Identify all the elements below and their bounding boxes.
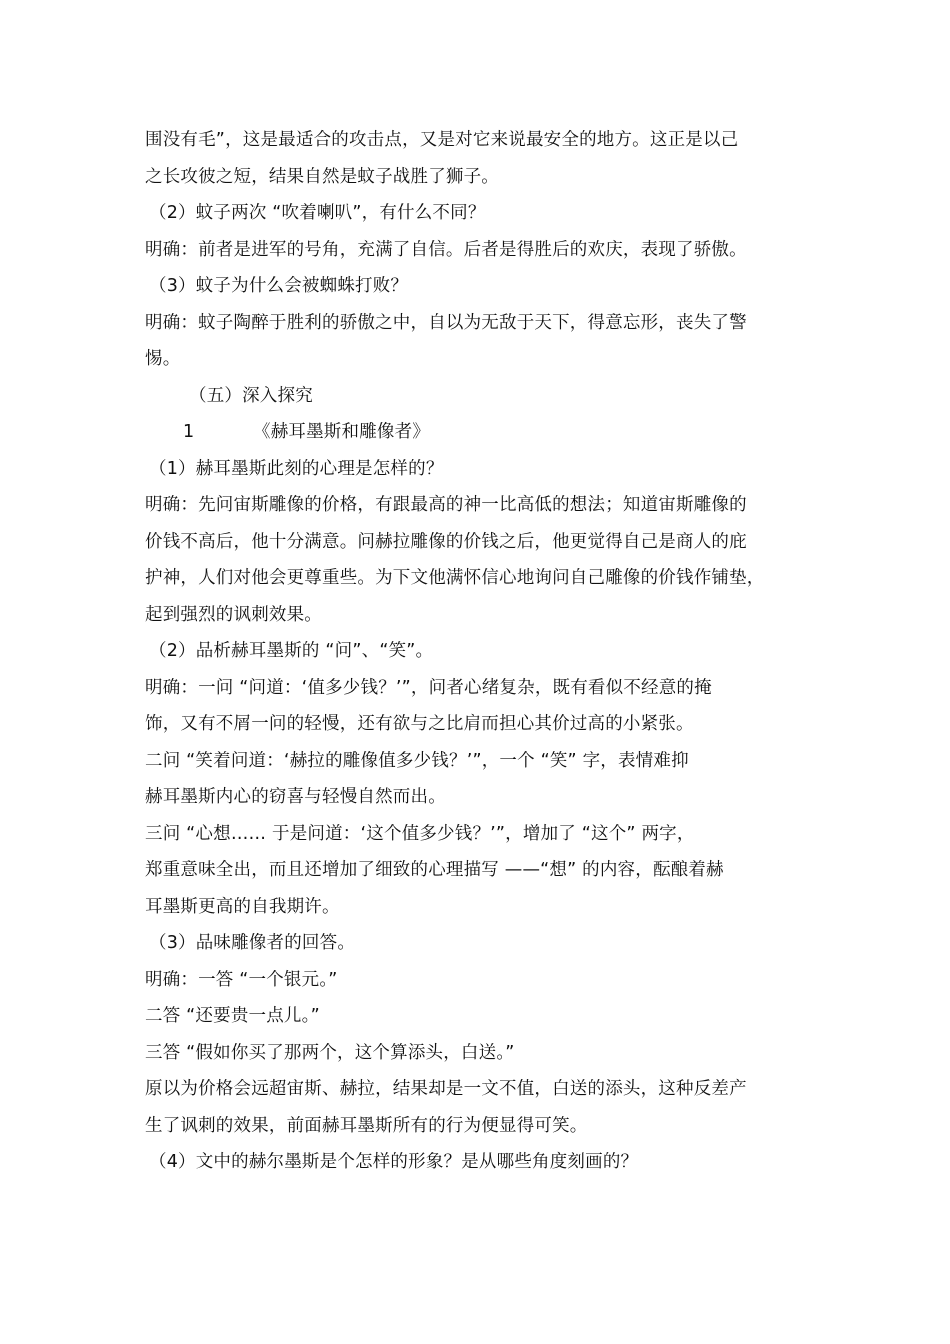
section-heading: （五）深入探究: [189, 385, 313, 406]
answer-line: 三答 “假如你买了那两个，这个算添头，白送。”: [145, 1042, 515, 1063]
question-line: （1）赫耳墨斯此刻的心理是怎样的？: [149, 458, 444, 479]
answer-line: 价钱不高后，他十分满意。问赫拉雕像的价钱之后，他更觉得自己是商人的庇: [145, 531, 747, 552]
answer-line: 二问 “笑着问道：‘赫拉的雕像值多少钱？’”，一个 “笑” 字，表情难抑: [145, 750, 689, 771]
answer-line: 原以为价格会远超宙斯、赫拉，结果却是一文不值，白送的添头，这种反差产: [145, 1079, 747, 1099]
answer-line: 耳墨斯更高的自我期许。: [145, 896, 340, 917]
answer-line: 三问 “心想…… 于是问道：‘这个值多少钱？’”，增加了 “这个” 两字，: [145, 823, 695, 844]
answer-line: 二答 “还要贵一点儿。”: [145, 1006, 320, 1026]
question-line: （4）文中的赫尔墨斯是个怎样的形象？是从哪些角度刻画的？: [149, 1152, 639, 1172]
question-line: （2）蚊子两次 “吹着喇叭”，有什么不同？: [149, 203, 486, 223]
answer-line: 生了讽刺的效果，前面赫耳墨斯所有的行为便显得可笑。: [145, 1115, 588, 1136]
answer-line: 郑重意味全出，而且还增加了细致的心理描写 ——“想” 的内容，酝酿着赫: [145, 860, 724, 880]
answer-line: 赫耳墨斯内心的窃喜与轻慢自然而出。: [145, 787, 446, 807]
question-line: （3）品味雕像者的回答。: [149, 933, 356, 953]
list-number: 1: [183, 422, 195, 442]
answer-line: 惕。: [145, 349, 181, 369]
document-body: [145, 122, 825, 1181]
answer-line: 明确：一答 “一个银元。”: [145, 969, 338, 990]
answer-line: 起到强烈的讽刺效果。: [145, 604, 322, 625]
question-line: （2）品析赫耳墨斯的 “问”、“笑”。: [149, 641, 434, 661]
story-title: 《赫耳墨斯和雕像者》: [253, 422, 430, 442]
paragraph-line: 围没有毛”，这是最适合的攻击点，又是对它来说最安全的地方。这正是以己: [145, 130, 739, 150]
paragraph-line: 之长攻彼之短，结果自然是蚊子战胜了狮子。: [145, 166, 499, 187]
numbered-title: [145, 414, 825, 451]
answer-line: 明确：先问宙斯雕像的价格，有跟最高的神一比高低的想法；知道宙斯雕像的: [145, 495, 747, 515]
answer-line: 明确：前者是进军的号角，充满了自信。后者是得胜后的欢庆，表现了骄傲。: [145, 239, 747, 260]
question-line: （3）蚊子为什么会被蜘蛛打败？: [149, 276, 409, 296]
answer-line: 饰，又有不屑一问的轻慢，还有欲与之比肩而担心其价过高的小紧张。: [145, 714, 694, 734]
answer-line: 明确：蚊子陶醉于胜利的骄傲之中，自以为无敌于天下，得意忘形，丧失了警: [145, 312, 747, 333]
answer-line: 护神，人们对他会更尊重些。为下文他满怀信心地询问自己雕像的价钱作铺垫，: [145, 568, 765, 588]
answer-line: 明确：一问 “问道：‘值多少钱？’”，问者心绪复杂，既有看似不经意的掩: [145, 677, 712, 698]
